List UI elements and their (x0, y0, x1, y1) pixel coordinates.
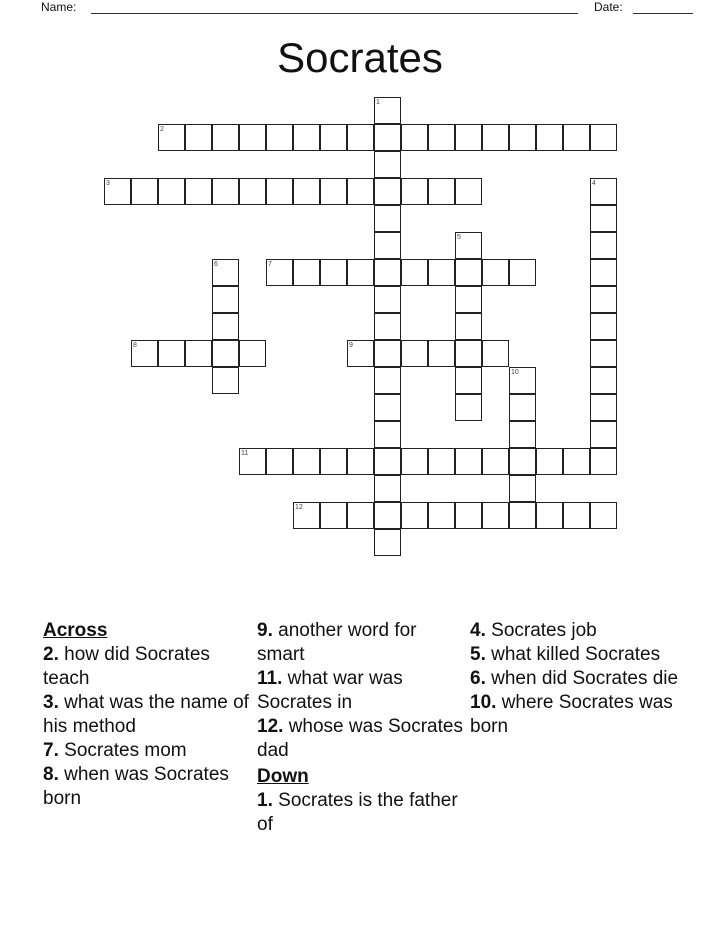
grid-cell[interactable] (563, 502, 590, 529)
clue-across-9: 9. another word for smart (257, 620, 417, 665)
grid-cell[interactable] (401, 124, 428, 151)
name-label: Name: (41, 0, 77, 14)
grid-cell[interactable] (293, 178, 320, 205)
grid-cell[interactable] (266, 448, 293, 475)
clue-down-10: 10. where Socrates was born (470, 692, 673, 737)
grid-cell[interactable] (590, 205, 617, 232)
grid-cell[interactable] (590, 124, 617, 151)
grid-cell[interactable] (401, 502, 428, 529)
grid-cell[interactable] (590, 313, 617, 340)
grid-cell[interactable] (401, 448, 428, 475)
cell-number: 6 (214, 261, 218, 268)
cell-number: 10 (511, 369, 519, 376)
grid-cell[interactable] (374, 340, 401, 367)
cell-number: 8 (133, 342, 137, 349)
grid-cell[interactable] (320, 448, 347, 475)
grid-cell[interactable] (185, 124, 212, 151)
grid-cell[interactable] (212, 313, 239, 340)
grid-cell[interactable] (347, 502, 374, 529)
clue-across-8: 8. when was Socrates born (43, 764, 229, 809)
grid-cell[interactable] (509, 421, 536, 448)
grid-cell[interactable] (563, 448, 590, 475)
grid-cell[interactable] (374, 529, 401, 556)
grid-cell[interactable] (428, 340, 455, 367)
clues-column-1 (43, 619, 253, 811)
grid-cell[interactable] (509, 124, 536, 151)
grid-cell[interactable] (536, 448, 563, 475)
grid-cell[interactable] (374, 232, 401, 259)
clue-across-2: 2. how did Socrates teach (43, 644, 210, 689)
grid-cell[interactable] (320, 124, 347, 151)
grid-cell[interactable] (374, 205, 401, 232)
grid-cell[interactable] (266, 124, 293, 151)
grid-cell[interactable] (347, 124, 374, 151)
grid-cell[interactable] (158, 178, 185, 205)
grid-cell[interactable] (509, 394, 536, 421)
cell-number: 4 (592, 180, 596, 187)
clue-across-3: 3. what was the name of his method (43, 692, 249, 737)
grid-cell[interactable] (185, 340, 212, 367)
grid-cell[interactable] (455, 367, 482, 394)
grid-cell[interactable] (293, 448, 320, 475)
grid-cell[interactable] (455, 124, 482, 151)
grid-cell[interactable] (347, 178, 374, 205)
grid-cell[interactable] (212, 178, 239, 205)
grid-cell[interactable] (212, 340, 239, 367)
grid-cell[interactable] (428, 502, 455, 529)
grid-cell[interactable] (131, 178, 158, 205)
grid-cell[interactable] (590, 232, 617, 259)
grid-cell[interactable] (455, 178, 482, 205)
clue-down-6: 6. when did Socrates die (470, 668, 679, 689)
grid-cell[interactable] (212, 124, 239, 151)
grid-cell[interactable] (455, 259, 482, 286)
cell-number: 12 (295, 504, 303, 511)
grid-cell[interactable] (401, 259, 428, 286)
date-label: Date: (594, 0, 623, 14)
page-title: Socrates (277, 34, 443, 81)
grid-cell[interactable] (428, 178, 455, 205)
grid-cell[interactable] (374, 286, 401, 313)
grid-cell[interactable] (455, 502, 482, 529)
grid-cell[interactable] (293, 124, 320, 151)
grid-cell[interactable] (239, 124, 266, 151)
grid-cell[interactable] (590, 394, 617, 421)
grid-cell[interactable] (320, 178, 347, 205)
clue-down-1: 1. Socrates is the father of (257, 790, 458, 835)
grid-cell[interactable] (590, 448, 617, 475)
grid-cell[interactable] (374, 502, 401, 529)
grid-cell[interactable] (509, 475, 536, 502)
grid-cell[interactable] (374, 313, 401, 340)
grid-cell[interactable] (212, 367, 239, 394)
grid-cell[interactable] (455, 448, 482, 475)
grid-cell[interactable] (374, 124, 401, 151)
clues-column-2 (257, 619, 467, 837)
grid-cell[interactable] (455, 394, 482, 421)
grid-cell[interactable] (455, 286, 482, 313)
grid-cell[interactable] (590, 259, 617, 286)
grid-cell[interactable] (428, 124, 455, 151)
cell-number: 9 (349, 342, 353, 349)
grid-cell[interactable] (239, 340, 266, 367)
grid-cell[interactable] (590, 502, 617, 529)
grid-cell[interactable] (239, 178, 266, 205)
cell-number: 1 (376, 99, 380, 106)
cell-number: 7 (268, 261, 272, 268)
grid-cell[interactable] (482, 448, 509, 475)
grid-cell[interactable] (401, 340, 428, 367)
grid-cell[interactable] (347, 448, 374, 475)
grid-cell[interactable] (590, 421, 617, 448)
grid-cell[interactable] (509, 448, 536, 475)
across-heading: Across (43, 620, 108, 641)
grid-cell[interactable] (536, 124, 563, 151)
grid-cell[interactable] (374, 448, 401, 475)
grid-cell[interactable] (374, 151, 401, 178)
grid-cell[interactable] (320, 502, 347, 529)
cell-number: 3 (106, 180, 110, 187)
cell-number: 11 (241, 450, 249, 457)
grid-cell[interactable] (590, 286, 617, 313)
grid-cell[interactable] (455, 313, 482, 340)
grid-cell[interactable] (455, 340, 482, 367)
cell-number: 2 (160, 126, 164, 133)
grid-cell[interactable] (374, 367, 401, 394)
grid-cell[interactable] (212, 286, 239, 313)
grid-cell[interactable] (590, 367, 617, 394)
grid-cell[interactable] (482, 340, 509, 367)
grid-cell[interactable] (293, 259, 320, 286)
grid-cell[interactable] (374, 475, 401, 502)
grid-cell[interactable] (428, 259, 455, 286)
clue-across-12: 12. whose was Socrates dad (257, 716, 463, 761)
grid-cell[interactable] (266, 178, 293, 205)
clue-across-11: 11. what war was Socrates in (257, 668, 403, 713)
grid-cell[interactable] (509, 259, 536, 286)
grid-cell[interactable] (374, 394, 401, 421)
grid-cell[interactable] (374, 421, 401, 448)
down-heading: Down (257, 766, 309, 787)
clue-down-4: 4. Socrates job (470, 620, 597, 641)
grid-cell[interactable] (185, 178, 212, 205)
grid-cell[interactable] (401, 178, 428, 205)
grid-cell[interactable] (374, 259, 401, 286)
grid-cell[interactable] (482, 259, 509, 286)
grid-cell[interactable] (563, 124, 590, 151)
grid-cell[interactable] (320, 259, 347, 286)
grid-cell[interactable] (347, 259, 374, 286)
grid-cell[interactable] (590, 340, 617, 367)
grid-cell[interactable] (428, 448, 455, 475)
clue-across-7: 7. Socrates mom (43, 740, 187, 761)
grid-cell[interactable] (482, 502, 509, 529)
clues-column-3 (470, 619, 690, 739)
clue-down-5: 5. what killed Socrates (470, 644, 661, 665)
grid-cell[interactable] (536, 502, 563, 529)
grid-cell[interactable] (374, 178, 401, 205)
grid-cell[interactable] (509, 502, 536, 529)
grid-cell[interactable] (482, 124, 509, 151)
cell-number: 5 (457, 234, 461, 241)
grid-cell[interactable] (158, 340, 185, 367)
